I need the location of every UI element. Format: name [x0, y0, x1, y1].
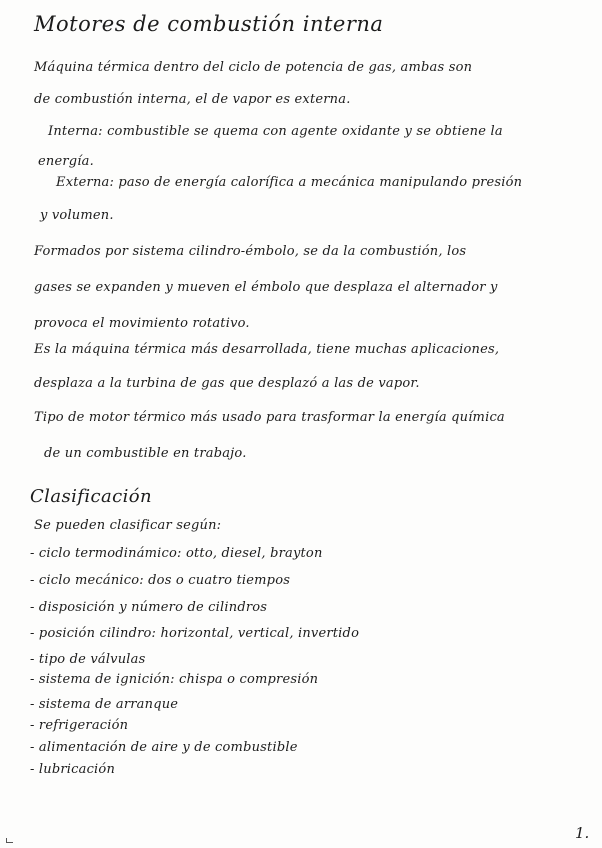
paragraph-line: Formados por sistema cilindro-émbolo, se da la combustión, los — [34, 244, 467, 259]
paragraph-line: de un combustible en trabajo. — [44, 446, 247, 461]
list-item: - posición cilindro: horizontal, vertical, invertido — [30, 626, 360, 641]
page-title: Motores de combustión interna — [34, 12, 384, 36]
paragraph-line: gases se expanden y mueven el émbolo que desplaza el alternador y — [34, 280, 498, 295]
list-item: - tipo de válvulas — [30, 652, 146, 667]
list-item: - sistema de ignición: chispa o compresión — [30, 672, 319, 687]
paragraph-line: y volumen. — [40, 208, 114, 223]
list-item: - alimentación de aire y de combustible — [30, 740, 298, 755]
paragraph-line: energía. — [38, 154, 94, 169]
paragraph-line: Tipo de motor térmico más usado para trasformar la energía química — [34, 410, 505, 425]
list-item: - refrigeración — [30, 718, 129, 733]
paragraph-line: Máquina térmica dentro del ciclo de potencia de gas, ambas son — [34, 60, 473, 75]
corner-mark — [6, 838, 13, 843]
list-item: - ciclo termodinámico: otto, diesel, brayton — [30, 546, 323, 561]
paragraph-line: Interna: combustible se quema con agente oxidante y se obtiene la — [48, 124, 503, 139]
list-item: - disposición y número de cilindros — [30, 600, 268, 615]
list-item: - sistema de arranque — [30, 697, 179, 712]
list-intro: Se pueden clasificar según: — [34, 518, 222, 533]
list-item: - ciclo mecánico: dos o cuatro tiempos — [30, 573, 291, 588]
paragraph-line: provoca el movimiento rotativo. — [34, 316, 250, 331]
list-item: - lubricación — [30, 762, 116, 777]
paragraph-line: de combustión interna, el de vapor es externa. — [34, 92, 351, 107]
paragraph-line: Externa: paso de energía calorífica a mecánica manipulando presión — [56, 175, 523, 190]
page-number: 1. — [575, 824, 590, 842]
paragraph-line: Es la máquina térmica más desarrollada, tiene muchas aplicaciones, — [34, 342, 500, 357]
paragraph-line: desplaza a la turbina de gas que desplazó a las de vapor. — [34, 376, 420, 391]
section-heading: Clasificación — [30, 486, 152, 507]
